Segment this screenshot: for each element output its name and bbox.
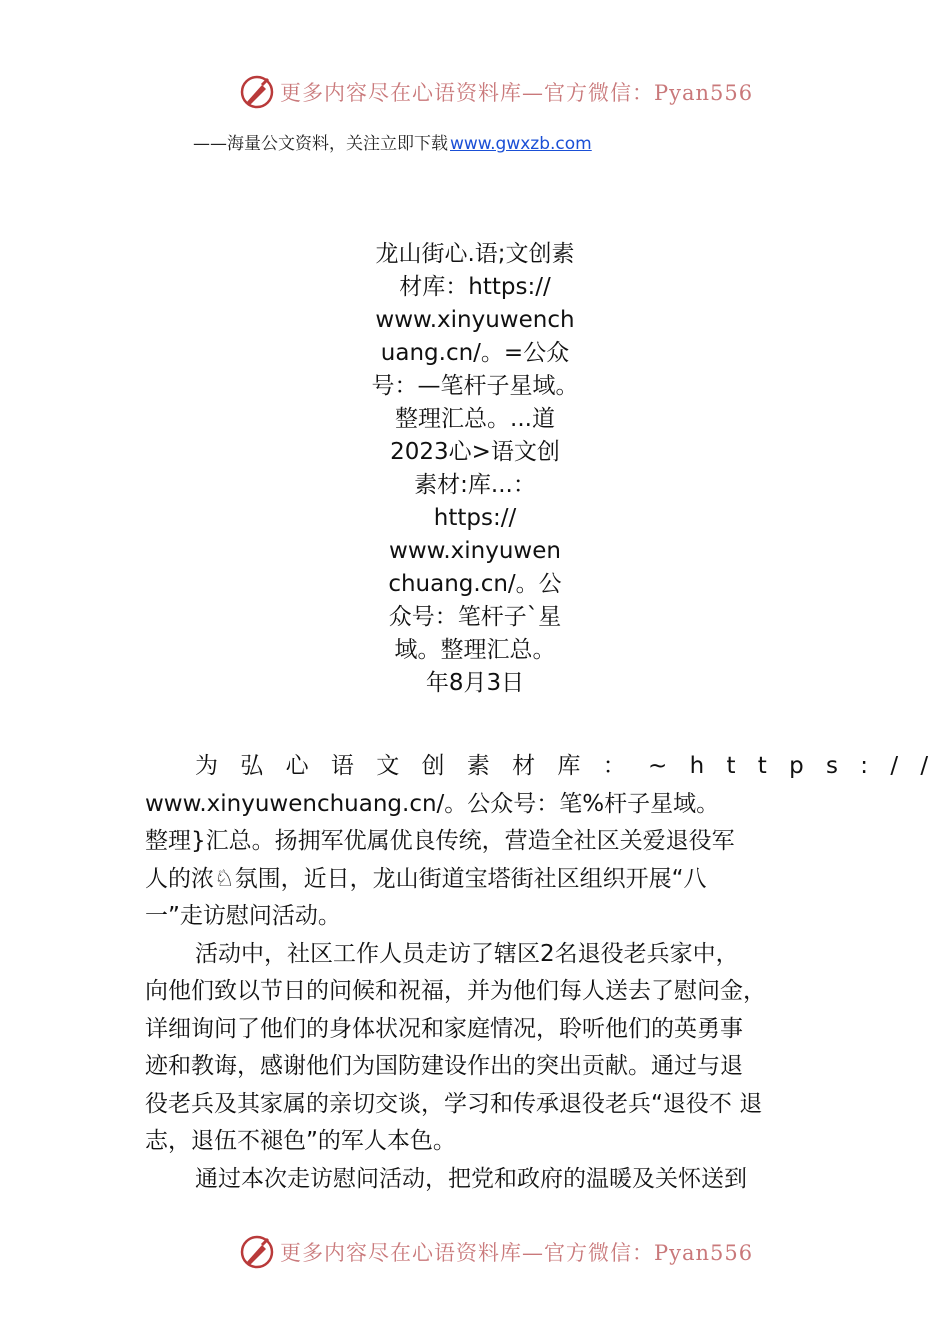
- download-notice: [193, 129, 592, 154]
- paragraph: [145, 936, 835, 1161]
- pen-nib-logo-icon: [240, 75, 274, 109]
- title-line: uang.cn/。=公众: [380, 340, 570, 366]
- paragraph-line: 一”走访慰问活动。: [145, 903, 341, 929]
- footer-banner-text: 更多内容尽在心语资料库—官方微信：Pyan556: [280, 1241, 754, 1265]
- pen-nib-logo-icon: [240, 1235, 274, 1269]
- paragraph-line: 迹和教诲，感谢他们为国防建设作出的突出贡献。通过与退: [145, 1053, 743, 1079]
- title-line: 材库：https://: [399, 274, 551, 300]
- download-link[interactable]: www.gwxzb.com: [450, 134, 592, 154]
- download-notice-text: ——海量公文资料，关注立即下载: [193, 134, 448, 154]
- title-line: 整理汇总。...道: [395, 406, 555, 432]
- paragraph: [145, 748, 950, 936]
- paragraph-line: 通过本次走访慰问活动，把党和政府的温暖及关怀送到: [195, 1165, 747, 1192]
- paragraph-line: 详细询问了他们的身体状况和家庭情况，聆听他们的英勇事: [145, 1015, 743, 1042]
- title-line: www.xinyuwen: [389, 538, 561, 564]
- title-line: https://: [433, 505, 517, 531]
- paragraph-line: 活动中，社区工作人员走访了辖区2名退役老兵家中，: [195, 940, 739, 967]
- title-line: 众号：笔杆子`星: [388, 604, 562, 630]
- paragraph-line: 人的浓♘氛围，近日，龙山街道宝塔街社区组织开展“八: [145, 865, 707, 892]
- header-banner: [240, 72, 753, 112]
- paragraph-line: www.xinyuwenchuang.cn/。公众号：笔%杆子星域。: [145, 790, 720, 817]
- title-line: www.xinyuwench: [375, 307, 575, 333]
- header-banner-text: 更多内容尽在心语资料库—官方微信：Pyan556: [280, 81, 754, 105]
- paragraph-line: 为弘心语文创素材库：~https://: [195, 753, 950, 779]
- title-line: 号：—笔杆子星域。: [371, 373, 579, 399]
- title-line: 龙山街心.语;文创素: [375, 241, 575, 267]
- title-line: chuang.cn/。公: [388, 571, 562, 597]
- paragraph: [145, 1161, 835, 1199]
- paragraph-line: 向他们致以节日的问候和祝福，并为他们每人送去了慰问金，: [145, 978, 766, 1004]
- title-date: 年8月3日: [425, 670, 525, 696]
- footer-banner: [240, 1232, 753, 1272]
- paragraph-line: 役老兵及其家属的亲切交谈，学习和传承退役老兵“退役不 退: [145, 1090, 763, 1117]
- paragraph-line: 志，退伍不褪色”的军人本色。: [145, 1128, 456, 1154]
- title-line: 2023心>语文创: [390, 439, 560, 465]
- title-line: 域。整理汇总。: [394, 637, 556, 663]
- document-title: [330, 238, 620, 700]
- paragraph-line: 整理}汇总。扬拥军优属优良传统，营造全社区关爱退役军: [145, 828, 735, 854]
- document-body: [145, 748, 950, 1198]
- title-line: 素材:库...：: [414, 472, 536, 498]
